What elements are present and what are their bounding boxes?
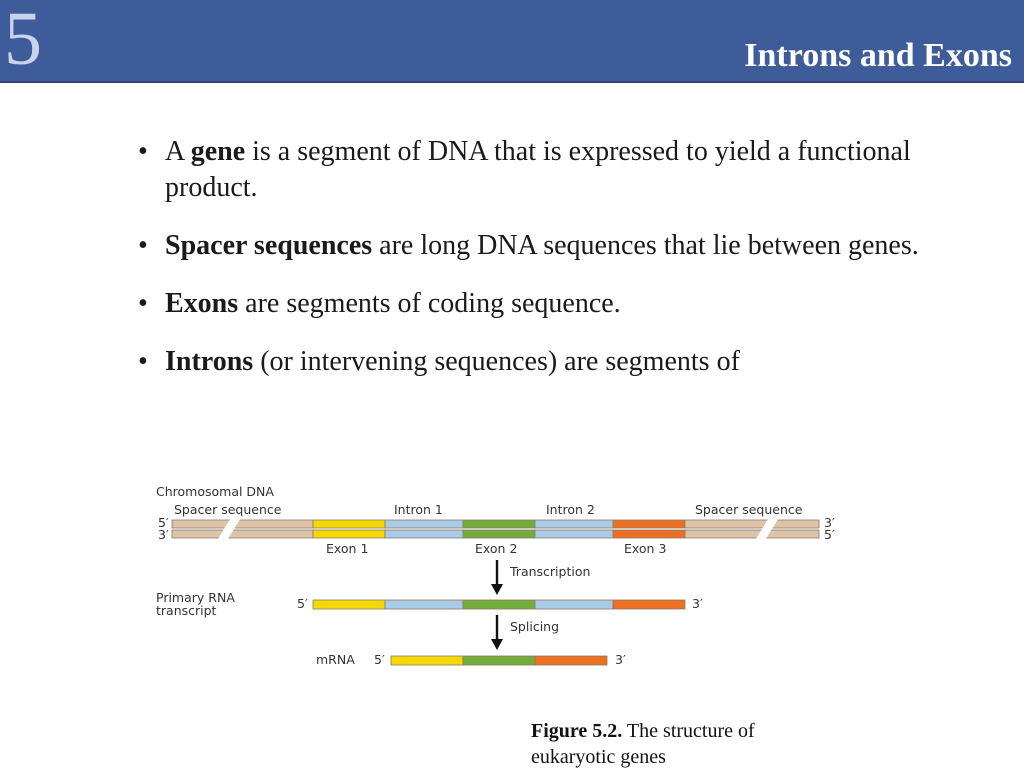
bullet-dot: • [138,136,148,167]
spacer-left-bottom [172,530,313,538]
spacer-right-top [685,520,819,528]
bullet-text: (or intervening sequences) are segments of [253,346,740,377]
bullet-gene [138,134,938,206]
primary-rna-label-2: transcript [156,603,217,618]
mrna-5prime-label: 5′ [374,652,385,667]
exon2-top [463,520,535,528]
dna-3prime-right-label: 3′ [824,515,835,530]
exon1-label: Exon 1 [326,541,369,556]
primary-exon1 [313,600,385,609]
mrna-strand [391,656,607,665]
mrna-label: mRNA [316,652,355,667]
mrna-3prime-label: 3′ [615,652,626,667]
intron2-label: Intron 2 [546,502,595,517]
bullet-dot: • [138,288,148,319]
bullet-text: are segments of coding sequence. [238,288,621,319]
exon1-top [313,520,385,528]
exon3-label: Exon 3 [624,541,667,556]
exon1-bottom [313,530,385,538]
mrna-exon1 [391,656,463,665]
bullet-term: Spacer sequences [165,230,373,261]
exon2-bottom [463,530,535,538]
splicing-label: Splicing [510,619,560,634]
caption-figure-number: Figure 5.2. [531,720,623,742]
bullet-dot: • [138,346,148,377]
primary-rna-strand [313,600,685,609]
bullet-text: A [165,136,191,167]
title-bar [0,0,1024,83]
transcription-label: Transcription [510,564,591,579]
bullet-introns [138,344,938,380]
chapter-number: 5 [4,0,42,81]
bullet-term: gene [190,136,246,167]
figure-caption [531,718,821,768]
transcription-arrow [491,560,503,595]
intron1-label: Intron 1 [394,502,443,517]
mrna-exon3 [535,656,607,665]
bullet-text: are long DNA sequences that lie between genes. [372,230,919,261]
primary-intron1 [385,600,463,609]
caption-text: The structure of eukaryotic genes [531,720,755,768]
bullet-dot: • [138,230,148,261]
primary-intron2 [535,600,613,609]
primary-exon3 [613,600,685,609]
bullet-spacer [138,228,938,264]
spacer-left-top [172,520,313,528]
bullet-term: Introns [165,346,254,377]
dna-3prime-label: 3′ [158,527,169,542]
mrna-exon2 [463,656,535,665]
dna-5prime-label: 5′ [158,515,169,530]
gene-structure-diagram [150,478,850,678]
bullet-exons [138,286,938,322]
exon2-label: Exon 2 [475,541,518,556]
bullet-term: Exons [165,288,239,319]
exon3-bottom [613,530,685,538]
slide-title: Introns and Exons [744,37,1012,74]
dna-5prime-right-label: 5′ [824,527,835,542]
primary-3prime-label: 3′ [692,596,703,611]
chromosomal-dna-strands [172,516,819,542]
exon3-top [613,520,685,528]
primary-5prime-label: 5′ [297,596,308,611]
spacer-right-bottom [685,530,819,538]
spacer-right-label: Spacer sequence [695,502,803,517]
splicing-arrow [491,615,503,650]
chromosomal-dna-label: Chromosomal DNA [156,484,274,499]
spacer-left-label: Spacer sequence [174,502,282,517]
intron2-bottom [535,530,613,538]
gene-structure-figure [150,478,850,678]
intron1-top [385,520,463,528]
primary-exon2 [463,600,535,609]
intron1-bottom [385,530,463,538]
bullet-text: is a segment of DNA that is expressed to yield a functional product. [165,136,911,203]
intron2-top [535,520,613,528]
primary-rna-label-1: Primary RNA [156,590,235,605]
bullet-list [138,134,938,402]
